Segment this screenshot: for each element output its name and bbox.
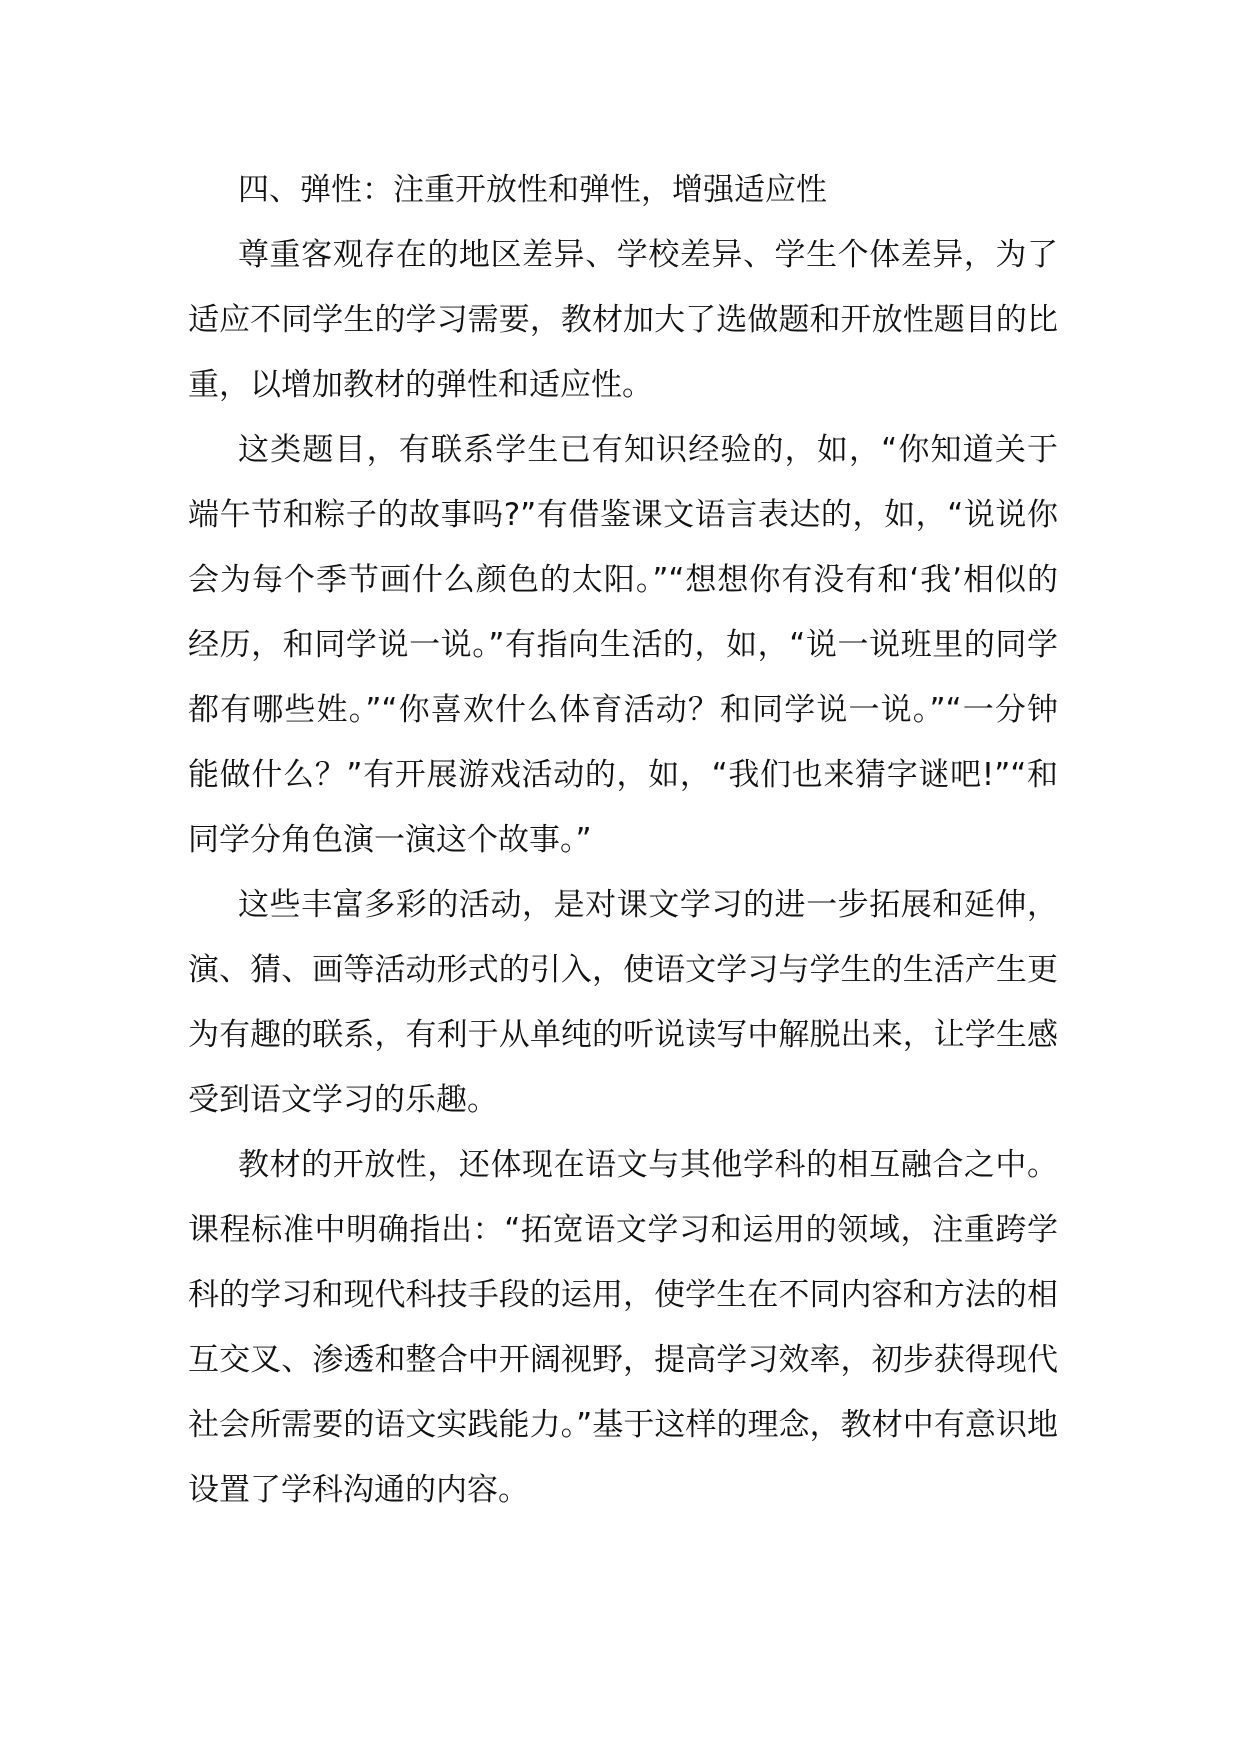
paragraph-3: 这些丰富多彩的活动，是对课文学习的进一步拓展和延伸，演、猜、画等活动形式的引入，使语文学习与学生的生活产生更为有趣的联系，有利于从单纯的听说读写中解脱出来，让学生感受到语文学习的乐趣。 (188, 887, 1058, 1118)
paragraph-1: 尊重客观存在的地区差异、学校差异、学生个体差异，为了适应不同学生的学习需要，教材加大了选做题和开放性题目的比重，以增加教材的弹性和适应性。 (188, 237, 1058, 403)
paragraph-2: 这类题目，有联系学生已有知识经验的，如，“你知道关于端午节和粽子的故事吗?”有借鉴课文语言表达的，如，“说说你会为每个季节画什么颜色的太阳。”“想想你有没有和‘我’相似的经历，和同学说一说。”有指向生活的，如，“说一说班里的同学都有哪些姓。”“你喜欢什么体育活动？和同学说一说。”“一分钟能做什么？”有开展游戏活动的，如，“我们也来猜字谜吧!”“和同学分角色演一演这个故事。” (188, 432, 1058, 858)
document-page (188, 158, 1058, 1523)
section-heading: 四、弹性：注重开放性和弹性，增强适应性 (238, 172, 827, 208)
paragraph-4: 教材的开放性，还体现在语文与其他学科的相互融合之中。课程标准中明确指出：“拓宽语文学习和运用的领域，注重跨学科的学习和现代科技手段的运用，使学生在不同内容和方法的相互交叉、渗透和整合中开阔视野，提高学习效率，初步获得现代社会所需要的语文实践能力。”基于这样的理念，教材中有意识地设置了学科沟通的内容。 (188, 1147, 1058, 1508)
